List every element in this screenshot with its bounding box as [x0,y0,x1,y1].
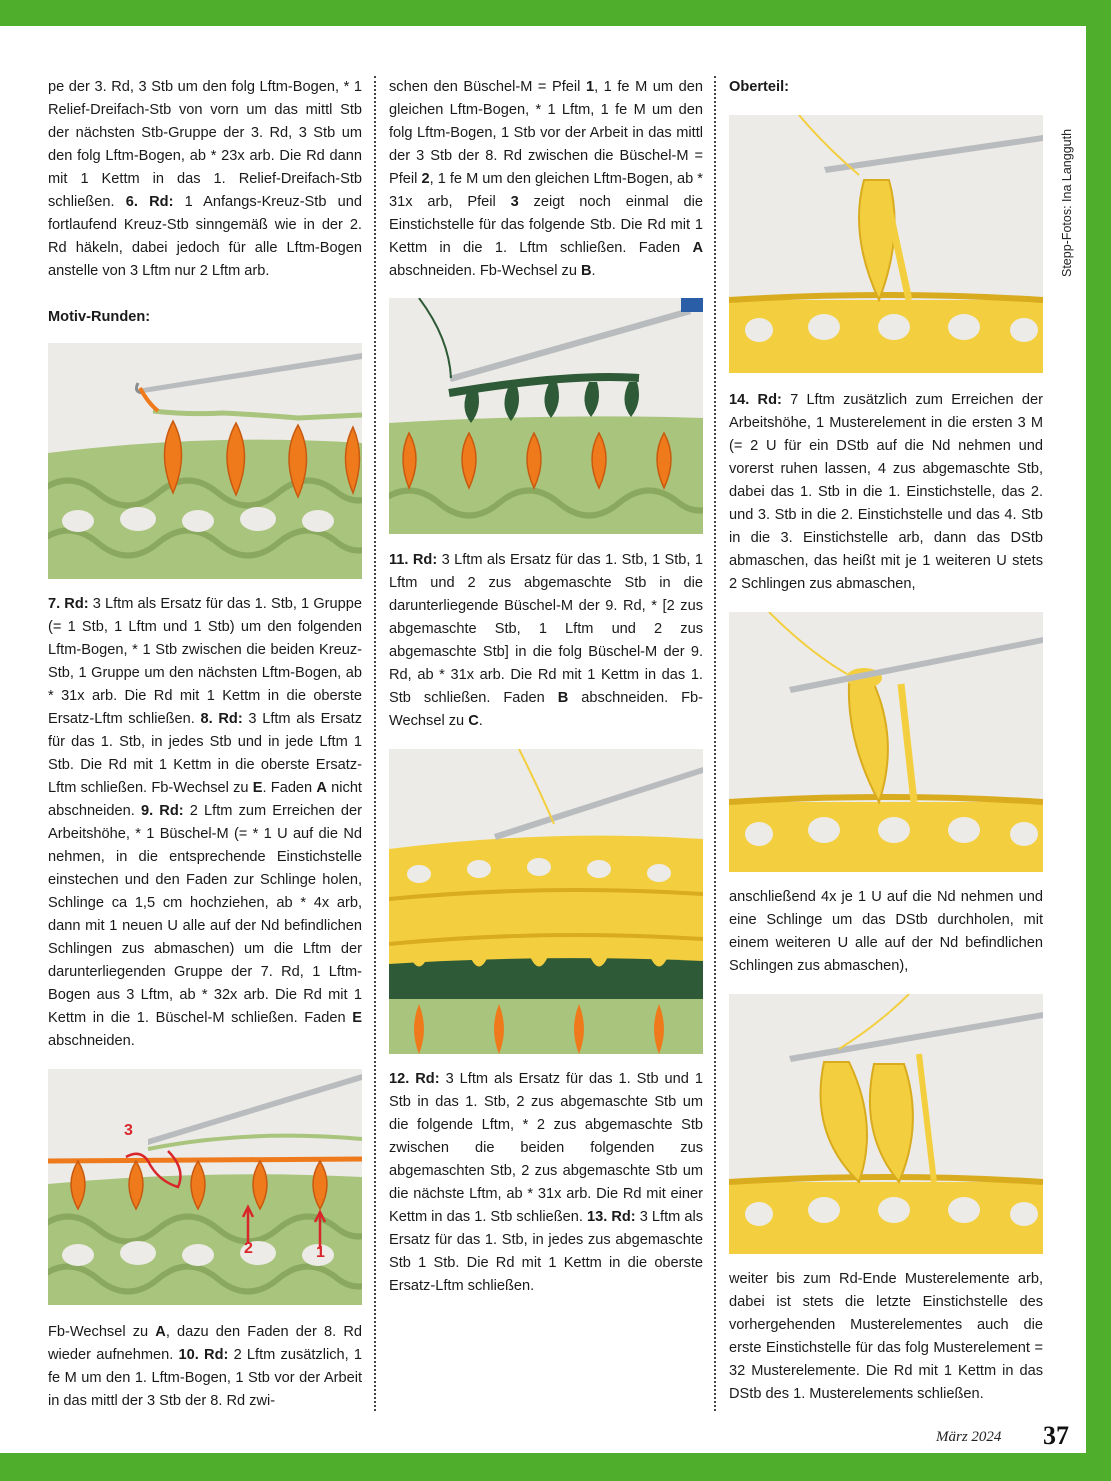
section-heading-motiv-runden: Motiv-Runden: [48,309,151,325]
step-photo-round-9 [48,343,362,579]
step-photo-round-10-arrows [48,1069,362,1305]
instruction-paragraph: schen den Büschel-M = Pfeil 1, 1 fe M um den gleichen Lftm-Bogen, * 1 Lftm, 1 fe M um den folg Lftm-Bogen, 1 Stb vor der Arbeit in das mittl der 3 Stb der 8. Rd zwischen die Büschel-M = Pfeil 2, 1 fe M um den gleichen Lftm-Bogen, ab * 31x arb, Pfeil 3 zeigt noch einmal die Einstichstelle für das folgende Stb. Die Rd mit 1 Kettm in die 1. Lftm schließen. Faden A abschneiden. Fb-Wechsel zu B. [389,79,704,279]
instruction-paragraph: 14. Rd: 7 Lftm zusätzlich zum Erreichen der Arbeitshöhe, 1 Musterelement in die ersten 3 M (= 2 U für ein DStb auf die Nd nehmen und vorerst ruhen lassen, 4 zus abgemaschte Stb, dabei das 1. Stb in die 1. Einstichstelle, das 2. und 3. Stb in die 2. Einstichstelle und das 4. Stb in die 3. Einstichstelle arb, dann das DStb abmaschen, das heißt mit je 1 weiteren U stets 2 Schlingen zus abmaschen, [729,392,1043,592]
instruction-paragraph: 11. Rd: 3 Lftm als Ersatz für das 1. Stb, 1 Stb, 1 Lftm und 2 zus abgemaschte Stb in die darunterliegende Büschel-M der 9. Rd, * [2 zus abgemaschte Stb, 1 Lftm und 2 zus abgemaschte Stb] in die folg Büschel-M der 9. Rd, ab * 31x arb. Die Rd mit 1 Kettm in das 1. Stb schließen. Faden B abschneiden. Fb-Wechsel zu C. [389,552,703,729]
arrow-label: 1 [316,1244,325,1261]
column-separator [374,76,376,1411]
step-photo-round-11 [389,298,703,534]
column-3 [729,76,1043,1406]
issue-date: März 2024 [936,1429,1002,1445]
top-color-bar [0,0,1111,26]
section-heading-oberteil: Oberteil: [729,79,790,95]
column-1 [48,76,362,1413]
right-color-bar [1086,0,1111,1481]
step-photo-round-14-a [729,115,1043,373]
column-2 [389,76,703,1298]
instruction-paragraph: 12. Rd: 3 Lftm als Ersatz für das 1. Stb und 1 Stb in das 1. Stb, 2 zus abgemaschte Stb um die folgende Lftm, * 2 zus abgemaschte Stb zwischen die beiden folgenden zus abgemaschten Stb, 2 zus abgemaschte Stb um die nächste Lftm, ab * 31x arb. Die Rd mit einer Kettm in das 1. Stb schließen. 13. Rd: 3 Lftm als Ersatz für das 1. Stb, in jedes zus abgemaschte Stb 1 Stb. Die Rd mit 1 Kettm in die oberste Ersatz-Lftm schließen. [389,1071,704,1294]
instruction-paragraph: Fb-Wechsel zu A, dazu den Faden der 8. Rd wieder aufnehmen. 10. Rd: 2 Lftm zusätzlich, 1 fe M um den 1. Lftm-Bogen, 1 Stb vor der Arbeit in das mittl der 3 Stb der 8. Rd zwi- [48,1324,363,1409]
arrow-label: 2 [244,1240,253,1257]
instruction-paragraph: pe der 3. Rd, 3 Stb um den folg Lftm-Bogen, * 1 Relief-Dreifach-Stb von vorn um das mittl Stb der nächsten Stb-Gruppe der 3. Rd, 3 Stb um den folg Lftm-Bogen, ab * 23x arb. Die Rd dann mit 1 Kettm in das 1. Relief-Dreifach-Stb schließen. 6. Rd: 1 Anfangs-Kreuz-Stb und fortlaufend Kreuz-Stb sinngemäß wie in der 2. Rd häkeln, dabei jedoch für alle Lftm-Bogen anstelle von 3 Lftm nur 2 Lftm arb. [48,79,363,279]
instruction-paragraph: 7. Rd: 3 Lftm als Ersatz für das 1. Stb, 1 Gruppe (= 1 Stb, 1 Lftm und 1 Stb) um den folgenden Lftm-Bogen, * 1 Stb zwischen die beiden Kreuz-Stb, 1 Gruppe um den nächsten Lftm-Bogen, ab * 31x arb. Die Rd mit 1 Kettm in die oberste Ersatz-Lftm schließen. 8. Rd: 3 Lftm als Ersatz für das 1. Stb, in jedes Stb und in jede Lftm 1 Stb. Die Rd mit 1 Kettm in die oberste Ersatz-Lftm schließen. Fb-Wechsel zu E. Faden A nicht abschneiden. 9. Rd: 2 Lftm zum Erreichen der Arbeitshöhe, * 1 Büschel-M (= * 1 U auf die Nd nehmen, in die entsprechende Einstichstelle einstechen und den Faden zur Schlinge holen, Schlinge ca 1,5 cm hochziehen, ab * 4x arb, dann mit 1 neuen U alle auf der Nd befindlichen Schlingen zus abmaschen) um die Lftm der darunterliegenden Gruppe der 7. Rd, 1 Lftm-Bogen aus 3 Lftm, ab * 32x arb. Die Rd mit 1 Kettm in die 1. Büschel-M schließen. Faden E abschneiden. [48,596,362,1049]
column-separator [714,76,716,1411]
photo-credit: Stepp-Fotos: Ina Langguth [1060,128,1074,277]
bottom-color-bar [0,1453,1111,1481]
step-photo-round-14-c [729,994,1043,1254]
arrow-label: 3 [124,1122,133,1139]
instruction-paragraph: weiter bis zum Rd-Ende Musterelemente arb, dabei ist stets die letzte Einstichstelle des vorhergehenden Musterelementes auch die erste Einstichstelle für das folg Musterelement = 32 Musterelemente. Die Rd mit 1 Kettm in das DStb des 1. Musterelements schließen. [729,1271,1043,1402]
page-number: 37 [1043,1421,1069,1450]
step-photo-round-14-b [729,612,1043,872]
step-photo-round-13 [389,749,703,1054]
instruction-paragraph: anschließend 4x je 1 U auf die Nd nehmen und eine Schlinge um das DStb durchholen, mit einem weiteren U alle auf der Nd befindlichen Schlingen zus abmaschen), [729,889,1043,974]
